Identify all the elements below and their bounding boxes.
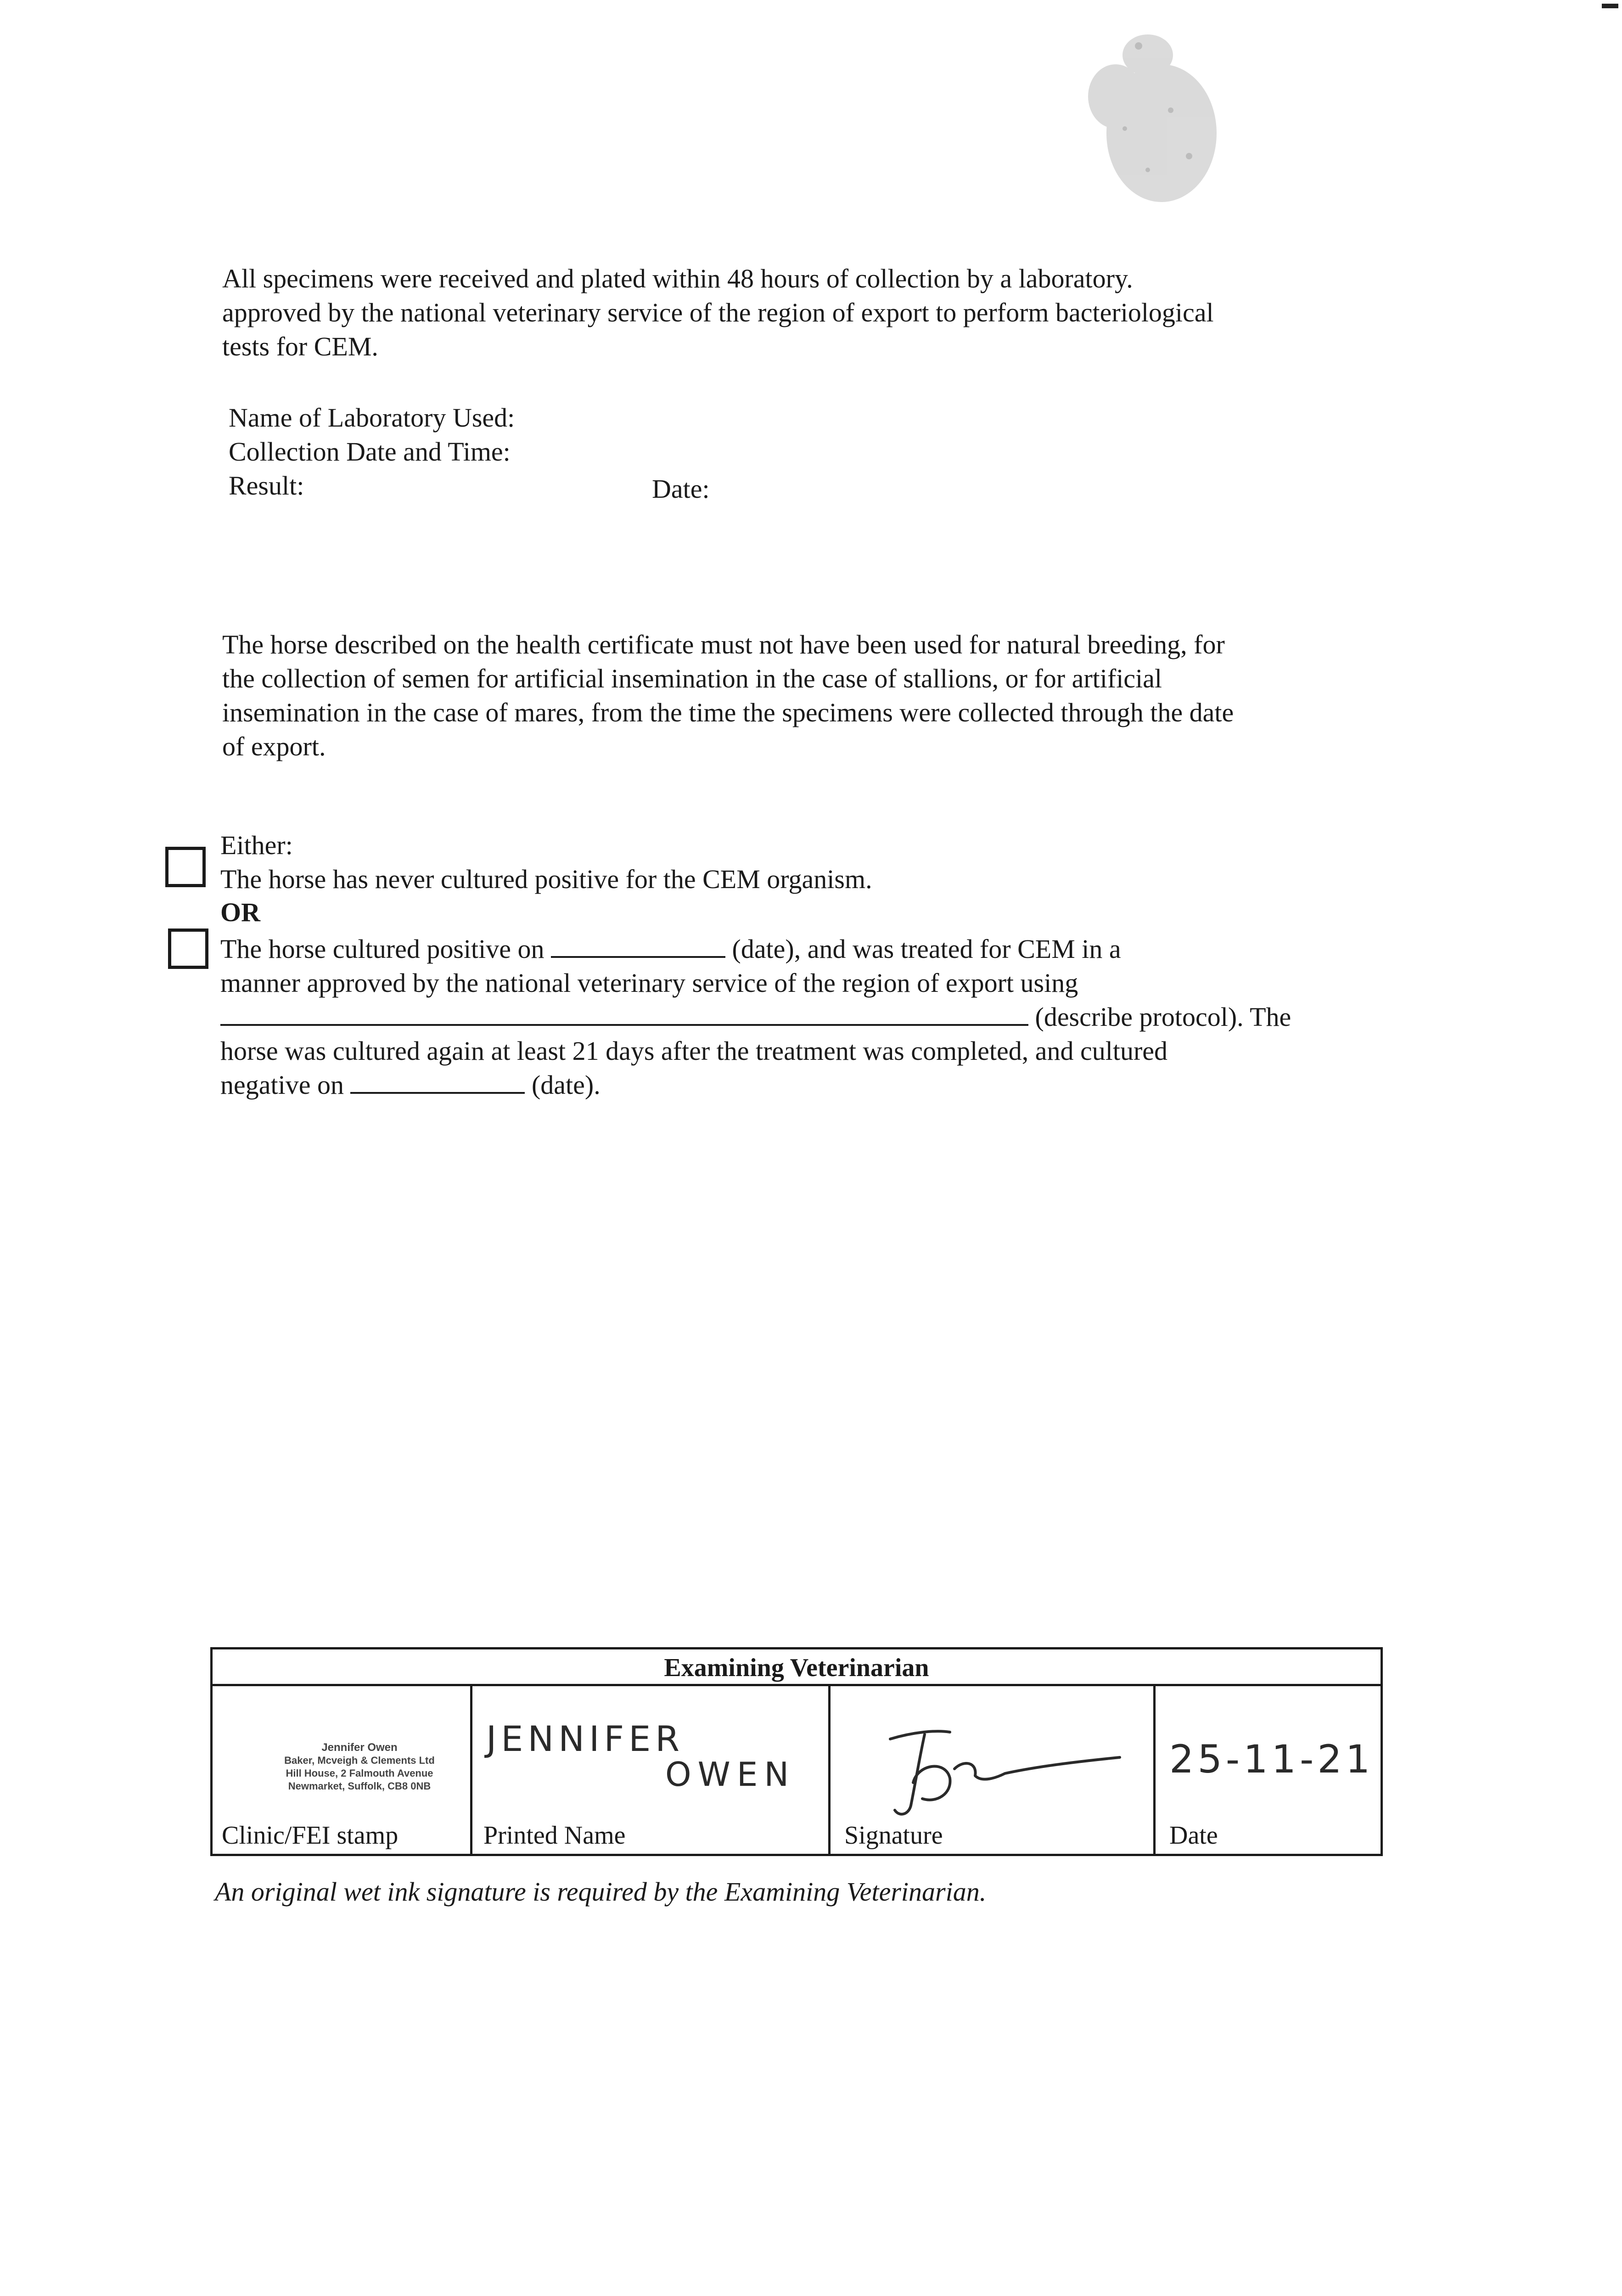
date-cell[interactable] <box>1156 1686 1381 1856</box>
clinic-stamp-label: Clinic/FEI stamp <box>222 1821 398 1850</box>
breeding-paragraph-line-2: the collection of semen for artificial insemination in the case of stallions, or for artificial <box>222 664 1162 693</box>
or-label: OR <box>220 897 260 927</box>
stamp-address-1: Hill House, 2 Falmouth Avenue <box>286 1767 433 1779</box>
option-cultured-positive-line-5 <box>220 1068 601 1102</box>
laboratory-name-label: Name of Laboratory Used: <box>229 403 515 433</box>
option-cultured-positive-checkbox[interactable] <box>168 929 208 969</box>
stamp-company: Baker, Mcveigh & Clements Ltd <box>284 1755 435 1766</box>
lab-paragraph-line-2: approved by the national veterinary service of the region of export to perform bacteriological <box>222 298 1214 327</box>
scan-smudge <box>1056 18 1230 220</box>
printed-name-label: Printed Name <box>483 1821 626 1850</box>
stamp-name: Jennifer Owen <box>321 1741 398 1754</box>
printed-name-handwritten-last: OWEN <box>665 1755 796 1794</box>
positive-date-blank[interactable] <box>551 932 725 958</box>
printed-name-handwritten-first: JENNIFER <box>486 1718 685 1759</box>
date-handwritten: 25-11-21 <box>1169 1737 1374 1782</box>
option2-text-part1: The horse cultured positive on <box>220 934 544 964</box>
result-label: Result: <box>229 471 304 501</box>
date-label: Date <box>1169 1821 1218 1850</box>
printed-name-cell[interactable] <box>472 1686 831 1856</box>
protocol-blank[interactable] <box>220 1000 1028 1026</box>
page-edge-mark <box>1602 4 1618 8</box>
option-never-positive-text: The horse has never cultured positive for the CEM organism. <box>220 864 872 894</box>
option-cultured-positive-line-3 <box>220 1000 1291 1034</box>
option-cultured-positive-line-4: horse was cultured again at least 21 days after the treatment was completed, and cultured <box>220 1036 1168 1066</box>
negative-on-label: negative on <box>220 1070 344 1100</box>
option-cultured-positive-line-2: manner approved by the national veterinary service of the region of export using <box>220 968 1078 998</box>
signature-label: Signature <box>844 1821 943 1850</box>
option-never-positive-checkbox[interactable] <box>165 847 206 887</box>
signature-cell[interactable] <box>831 1686 1156 1856</box>
wet-ink-signature-note: An original wet ink signature is required by the Examining Veterinarian. <box>215 1877 987 1907</box>
option2-text-part2: (date), and was treated for CEM in a <box>732 934 1121 964</box>
clinic-stamp <box>258 1741 460 1793</box>
lab-paragraph-line-1: All specimens were received and plated within 48 hours of collection by a laboratory. <box>222 264 1133 293</box>
either-label: Either: <box>220 830 293 860</box>
handwritten-signature <box>872 1714 1129 1824</box>
result-date-label: Date: <box>652 474 710 504</box>
examining-veterinarian-table <box>210 1647 1383 1856</box>
clinic-stamp-cell[interactable] <box>213 1686 472 1856</box>
option-cultured-positive-line-1 <box>220 932 1121 966</box>
stamp-address-2: Newmarket, Suffolk, CB8 0NB <box>288 1780 431 1792</box>
vet-table-header: Examining Veterinarian <box>213 1649 1381 1686</box>
breeding-paragraph-line-1: The horse described on the health certificate must not have been used for natural breeding, for <box>222 630 1225 659</box>
negative-date-blank[interactable] <box>350 1068 525 1094</box>
collection-date-label: Collection Date and Time: <box>229 437 511 467</box>
breeding-paragraph-line-3: insemination in the case of mares, from the time the specimens were collected through the date <box>222 698 1234 727</box>
protocol-label: (describe protocol). The <box>1035 1002 1291 1032</box>
lab-paragraph-line-3: tests for CEM. <box>222 332 378 361</box>
negative-date-suffix: (date). <box>531 1070 601 1100</box>
breeding-paragraph-line-4: of export. <box>222 732 326 761</box>
